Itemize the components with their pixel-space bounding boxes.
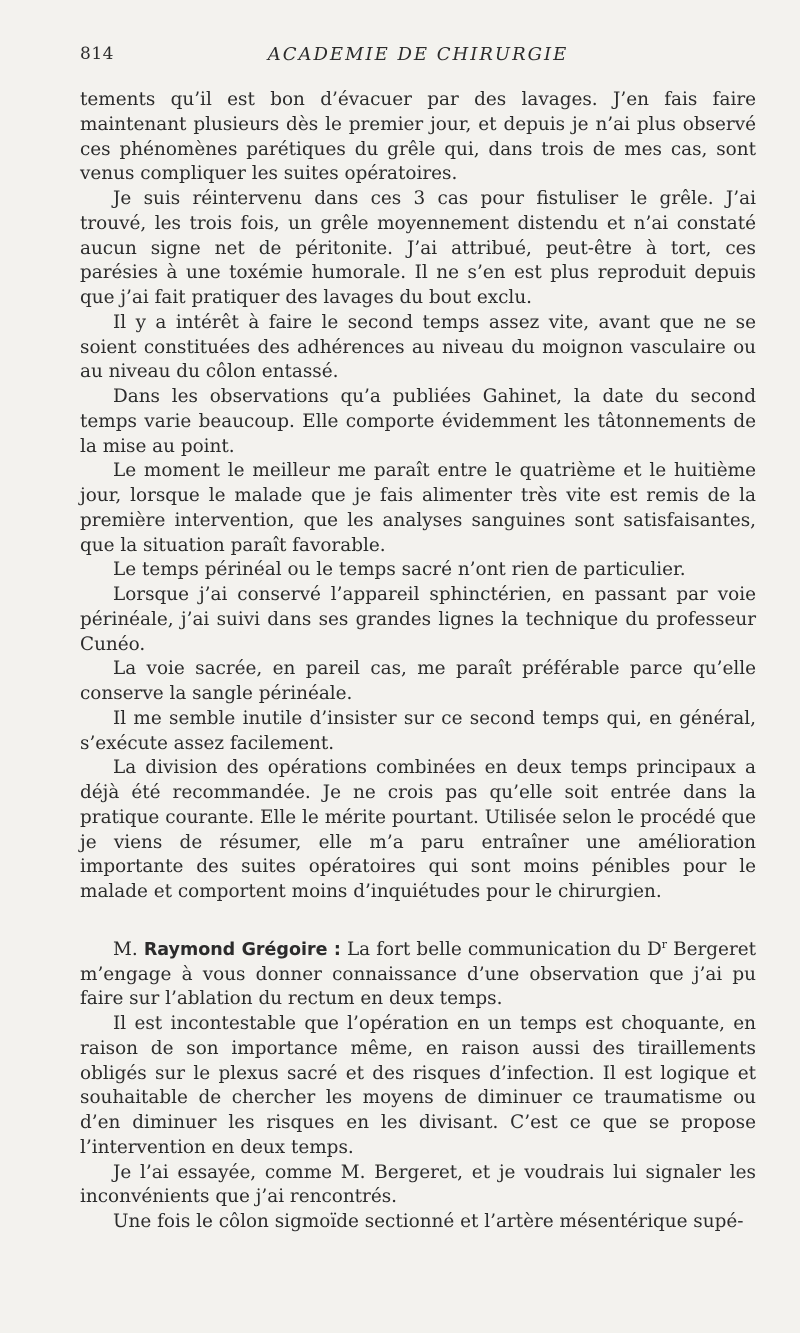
speaker-prefix: M. <box>113 938 138 960</box>
running-title: ACADEMIE DE CHIRURGIE <box>267 44 569 65</box>
paragraph: Il y a intérêt à faire le second temps assez vite, avant que ne se soient constituées des adhérences au niveau du moignon vasculaire ou au niveau du côlon entassé. <box>80 311 756 383</box>
body-text <box>80 88 756 1235</box>
communication-section <box>80 938 756 1235</box>
paragraph: Il me semble inutile d’insister sur ce second temps qui, en général, s’exécute assez facilement. <box>80 707 756 754</box>
paragraph: Il est incontestable que l’opération en un temps est choquante, en raison de son importance même, en raison aussi des tiraillements obligés sur le plexus sacré et des risques d’infection. Il est logique et souhaitable de chercher les moyens de diminuer ce traumatisme ou d’en diminuer les risques en les divisant. C’est ce que se propose l’intervention en deux temps. <box>80 1013 756 1158</box>
doctor-abbrev-sup: r <box>661 937 667 951</box>
paragraph: Le moment le meilleur me paraît entre le quatrième et le huitième jour, lorsque le malade que je fais alimenter très vite est remis de la première intervention, que les analyses sanguines sont satisfaisantes, que la situation paraît favorable. <box>80 460 756 556</box>
paragraph: La voie sacrée, en pareil cas, me paraît préférable parce qu’elle conserve la sangle périnéale. <box>80 658 756 704</box>
speaker-name: Raymond Grégoire : <box>143 939 341 960</box>
paragraph: Je suis réintervenu dans ces 3 cas pour fistuliser le grêle. J’ai trouvé, les trois fois, un grêle moyennement distendu et n’ai constaté aucun signe net de péritonite. J’ai attribué, peut-être à tort, ces parésies à une toxémie humorale. Il ne s’en est plus reproduit depuis que j’ai fait pratiquer des lavages du bout exclu. <box>80 188 756 308</box>
paragraph: Le temps périnéal ou le temps sacré n’ont rien de particulier. <box>113 559 686 581</box>
intro-rest: Bergeret m’engage à vous donner connaissance d’une observation que j’ai pu faire sur l’ablation du rectum en deux temps. <box>80 938 757 1010</box>
page-number: 814 <box>80 44 114 64</box>
paragraph: Dans les observations qu’a publiées Gahinet, la date du second temps varie beaucoup. Elle comporte évidemment les tâtonnements de la mise au point. <box>80 386 756 457</box>
paragraph: Je l’ai essayée, comme M. Bergeret, et je voudrais lui signaler les inconvénients que j’ai rencontrés. <box>80 1161 756 1208</box>
intro-text: La fort belle communication du D <box>346 938 662 960</box>
page-header <box>80 44 756 74</box>
paragraph: La division des opérations combinées en deux temps principaux a déjà été recommandée. Je ne crois pas qu’elle soit entrée dans la pratique courante. Elle le mérite pourtant. Utilisée selon le procédé que je viens de résumer, elle m’a paru entraîner une amélioration importante des suites opératoires qui sont moins pénibles pour le malade et comportent moins d’inquiétudes pour le chirurgien. <box>80 757 756 902</box>
paragraph: tements qu’il est bon d’évacuer par des lavages. J’en fais faire maintenant plusieurs dès le premier jour, et depuis je n’ai plus observé ces phénomènes parétiques du grêle qui, dans trois de mes cas, sont venus compliquer les suites opératoires. <box>80 89 756 185</box>
paragraph: Lorsque j’ai conservé l’appareil sphinctérien, en passant par voie périnéale, j’ai suivi dans ses grandes lignes la technique du professeur Cunéo. <box>80 584 756 655</box>
speaker-paragraph <box>80 938 756 1012</box>
paragraph: Une fois le côlon sigmoïde sectionné et l’artère mésentérique supé- <box>113 1211 744 1232</box>
